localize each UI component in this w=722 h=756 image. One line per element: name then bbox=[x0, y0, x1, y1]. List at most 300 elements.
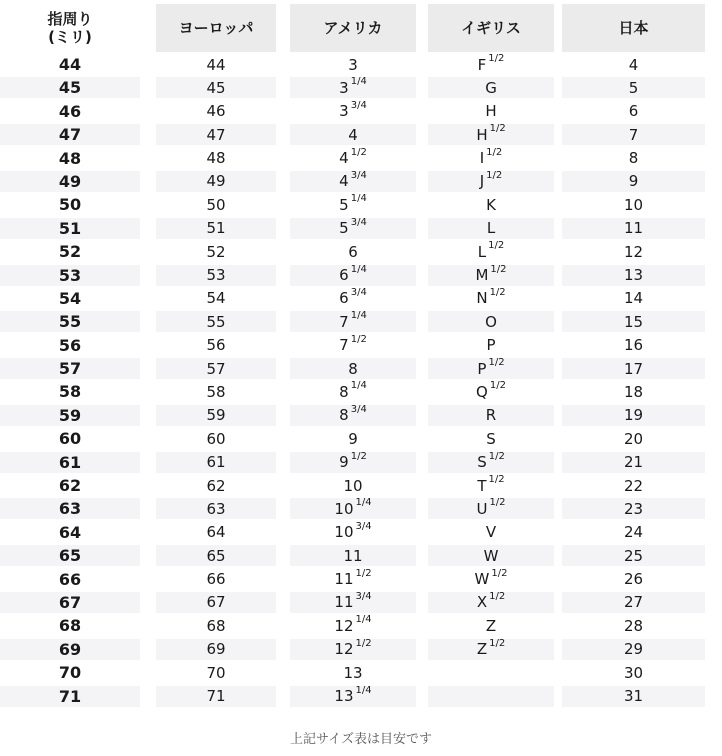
cell-america-value: 9 bbox=[339, 453, 349, 472]
table-row bbox=[0, 311, 722, 334]
cell-america bbox=[290, 265, 416, 286]
cell-uk-fraction: 1/2 bbox=[488, 357, 505, 369]
cell-uk-value: F bbox=[477, 55, 487, 74]
cell-america bbox=[290, 452, 416, 473]
cell-japan bbox=[562, 522, 705, 543]
table-row bbox=[0, 615, 722, 638]
header-america: アメリカ bbox=[290, 4, 416, 52]
cell-mm-value: 67 bbox=[58, 592, 82, 612]
cell-america-fraction: 3/4 bbox=[355, 590, 372, 602]
cell-mm-value: 48 bbox=[58, 148, 82, 168]
cell-mm bbox=[0, 592, 140, 613]
table-row bbox=[0, 54, 722, 77]
cell-uk-fraction: 1/2 bbox=[489, 637, 506, 649]
cell-uk-value: G bbox=[485, 78, 497, 97]
cell-japan bbox=[562, 124, 705, 145]
cell-japan-value: 28 bbox=[623, 616, 644, 635]
cell-america-value: 3 bbox=[339, 102, 349, 121]
cell-europe-value: 59 bbox=[206, 406, 226, 425]
cell-america-fraction: 1/4 bbox=[355, 684, 372, 696]
cell-japan-value: 30 bbox=[623, 663, 644, 682]
cell-japan bbox=[562, 54, 705, 75]
cell-uk-value: L bbox=[477, 242, 487, 261]
cell-mm-value: 70 bbox=[58, 663, 82, 683]
table-row bbox=[0, 241, 722, 264]
cell-mm-value: 49 bbox=[58, 171, 82, 191]
cell-uk-value: V bbox=[485, 523, 497, 542]
cell-america-fraction: 1/4 bbox=[355, 614, 372, 626]
table-row bbox=[0, 124, 722, 147]
cell-america-fraction: 3/4 bbox=[350, 286, 367, 298]
cell-japan-value: 13 bbox=[623, 266, 644, 285]
cell-america bbox=[290, 218, 416, 239]
cell-mm-value: 46 bbox=[58, 101, 82, 121]
cell-mm-value: 47 bbox=[58, 125, 82, 145]
table-row bbox=[0, 265, 722, 288]
cell-japan bbox=[562, 265, 705, 286]
table-row bbox=[0, 452, 722, 475]
cell-japan bbox=[562, 171, 705, 192]
cell-japan bbox=[562, 686, 705, 707]
cell-mm bbox=[0, 288, 140, 309]
cell-europe bbox=[156, 241, 276, 262]
cell-japan-value: 21 bbox=[623, 453, 644, 472]
cell-europe-value: 70 bbox=[206, 663, 226, 682]
cell-america-value: 4 bbox=[339, 149, 349, 168]
cell-europe-value: 49 bbox=[206, 172, 226, 191]
cell-uk bbox=[428, 265, 554, 286]
cell-america-value: 6 bbox=[348, 242, 358, 261]
cell-uk-value: K bbox=[486, 195, 496, 214]
cell-japan-value: 5 bbox=[628, 78, 639, 97]
cell-america-value: 11 bbox=[343, 546, 363, 565]
cell-uk-value: O bbox=[485, 312, 497, 331]
cell-europe bbox=[156, 124, 276, 145]
cell-mm bbox=[0, 194, 140, 215]
cell-japan bbox=[562, 662, 705, 683]
cell-mm bbox=[0, 381, 140, 402]
cell-europe-value: 60 bbox=[206, 429, 226, 448]
cell-europe bbox=[156, 686, 276, 707]
cell-europe bbox=[156, 265, 276, 286]
cell-america bbox=[290, 101, 416, 122]
cell-uk bbox=[428, 569, 554, 590]
cell-uk-value: H bbox=[485, 102, 497, 121]
cell-japan bbox=[562, 194, 705, 215]
cell-uk bbox=[428, 54, 554, 75]
cell-uk bbox=[428, 171, 554, 192]
cell-uk bbox=[428, 218, 554, 239]
cell-japan-value: 22 bbox=[623, 476, 644, 495]
cell-europe bbox=[156, 639, 276, 660]
cell-america bbox=[290, 148, 416, 169]
cell-japan bbox=[562, 498, 705, 519]
cell-europe-value: 48 bbox=[206, 149, 226, 168]
cell-japan bbox=[562, 101, 705, 122]
cell-japan-value: 24 bbox=[623, 523, 644, 542]
table-row bbox=[0, 475, 722, 498]
cell-europe-value: 69 bbox=[206, 640, 226, 659]
cell-uk bbox=[428, 452, 554, 473]
cell-america bbox=[290, 194, 416, 215]
cell-europe bbox=[156, 218, 276, 239]
cell-america-value: 8 bbox=[339, 382, 349, 401]
cell-america bbox=[290, 358, 416, 379]
cell-europe-value: 47 bbox=[206, 125, 226, 144]
table-row bbox=[0, 381, 722, 404]
cell-mm-value: 62 bbox=[58, 476, 82, 496]
cell-europe-value: 67 bbox=[206, 593, 226, 612]
cell-america-value: 6 bbox=[339, 266, 349, 285]
cell-mm-value: 56 bbox=[58, 335, 82, 355]
cell-mm bbox=[0, 171, 140, 192]
cell-japan-value: 25 bbox=[623, 546, 644, 565]
cell-uk bbox=[428, 662, 554, 683]
cell-uk-fraction: 1/2 bbox=[489, 590, 506, 602]
cell-america bbox=[290, 569, 416, 590]
cell-mm-value: 54 bbox=[58, 288, 82, 308]
cell-uk-fraction: 1/2 bbox=[490, 263, 507, 275]
cell-america-value: 12 bbox=[334, 616, 354, 635]
cell-mm-value: 65 bbox=[58, 546, 82, 566]
cell-uk-value: J bbox=[479, 172, 485, 191]
cell-uk bbox=[428, 405, 554, 426]
cell-america-value: 5 bbox=[339, 219, 349, 238]
cell-uk-value: N bbox=[476, 289, 488, 308]
table-row bbox=[0, 569, 722, 592]
cell-europe-value: 55 bbox=[206, 312, 226, 331]
cell-europe-value: 52 bbox=[206, 242, 226, 261]
cell-mm-value: 58 bbox=[58, 382, 82, 402]
cell-europe bbox=[156, 405, 276, 426]
cell-europe bbox=[156, 381, 276, 402]
cell-mm bbox=[0, 522, 140, 543]
cell-uk bbox=[428, 241, 554, 262]
cell-mm bbox=[0, 218, 140, 239]
cell-mm-value: 66 bbox=[58, 569, 82, 589]
cell-japan-value: 7 bbox=[628, 125, 639, 144]
cell-uk bbox=[428, 381, 554, 402]
cell-uk bbox=[428, 498, 554, 519]
cell-america bbox=[290, 545, 416, 566]
cell-europe bbox=[156, 615, 276, 636]
cell-mm bbox=[0, 475, 140, 496]
cell-uk-value: R bbox=[485, 406, 497, 425]
cell-japan bbox=[562, 475, 705, 496]
cell-uk-value: I bbox=[479, 149, 485, 168]
cell-europe bbox=[156, 54, 276, 75]
cell-mm-value: 64 bbox=[58, 522, 82, 542]
cell-japan-value: 29 bbox=[623, 640, 644, 659]
cell-japan-value: 18 bbox=[623, 382, 644, 401]
cell-america-value: 3 bbox=[348, 55, 358, 74]
cell-europe-value: 46 bbox=[206, 102, 226, 121]
cell-mm bbox=[0, 498, 140, 519]
cell-japan bbox=[562, 452, 705, 473]
cell-europe-value: 44 bbox=[206, 55, 226, 74]
cell-europe-value: 56 bbox=[206, 336, 226, 355]
cell-mm-value: 59 bbox=[58, 405, 82, 425]
cell-europe bbox=[156, 662, 276, 683]
cell-europe bbox=[156, 288, 276, 309]
cell-america-fraction: 3/4 bbox=[350, 216, 367, 228]
cell-europe-value: 53 bbox=[206, 266, 226, 285]
cell-europe-value: 61 bbox=[206, 453, 226, 472]
table-row bbox=[0, 218, 722, 241]
cell-japan-value: 19 bbox=[623, 406, 644, 425]
cell-mm bbox=[0, 311, 140, 332]
cell-japan-value: 17 bbox=[623, 359, 644, 378]
cell-europe-value: 58 bbox=[206, 382, 226, 401]
cell-europe bbox=[156, 522, 276, 543]
cell-uk bbox=[428, 148, 554, 169]
header-uk: イギリス bbox=[428, 4, 554, 52]
cell-japan-value: 20 bbox=[623, 429, 644, 448]
cell-uk-fraction: 1/2 bbox=[488, 474, 505, 486]
cell-mm-value: 61 bbox=[58, 452, 82, 472]
cell-japan-value: 23 bbox=[623, 499, 644, 518]
cell-america bbox=[290, 405, 416, 426]
cell-europe bbox=[156, 452, 276, 473]
cell-america bbox=[290, 124, 416, 145]
table-row bbox=[0, 498, 722, 521]
cell-uk-fraction: 1/2 bbox=[486, 169, 503, 181]
cell-mm bbox=[0, 428, 140, 449]
cell-uk-value: T bbox=[477, 476, 487, 495]
cell-uk-fraction: 1/2 bbox=[489, 286, 506, 298]
cell-uk-value: Q bbox=[476, 382, 488, 401]
cell-america bbox=[290, 288, 416, 309]
table-row bbox=[0, 194, 722, 217]
cell-japan bbox=[562, 592, 705, 613]
table-row bbox=[0, 686, 722, 709]
cell-mm bbox=[0, 101, 140, 122]
cell-mm bbox=[0, 241, 140, 262]
cell-europe-value: 51 bbox=[206, 219, 226, 238]
cell-mm-value: 63 bbox=[58, 499, 82, 519]
cell-uk bbox=[428, 124, 554, 145]
cell-uk-fraction: 1/2 bbox=[489, 497, 506, 509]
cell-japan bbox=[562, 335, 705, 356]
cell-mm bbox=[0, 615, 140, 636]
cell-uk bbox=[428, 475, 554, 496]
cell-uk bbox=[428, 686, 554, 707]
table-header bbox=[0, 4, 722, 52]
cell-america-fraction: 3/4 bbox=[355, 520, 372, 532]
cell-mm bbox=[0, 452, 140, 473]
cell-europe bbox=[156, 148, 276, 169]
cell-america bbox=[290, 54, 416, 75]
cell-america-fraction: 1/2 bbox=[350, 333, 367, 345]
cell-mm-value: 51 bbox=[58, 218, 82, 238]
cell-america-value: 13 bbox=[334, 687, 354, 706]
cell-america-value: 10 bbox=[334, 499, 354, 518]
cell-japan bbox=[562, 545, 705, 566]
cell-europe bbox=[156, 101, 276, 122]
cell-europe-value: 65 bbox=[206, 546, 226, 565]
cell-japan-value: 14 bbox=[623, 289, 644, 308]
cell-japan bbox=[562, 148, 705, 169]
cell-america-value: 9 bbox=[348, 429, 358, 448]
cell-uk bbox=[428, 428, 554, 449]
cell-japan bbox=[562, 405, 705, 426]
cell-mm-value: 45 bbox=[58, 78, 82, 98]
cell-uk-fraction: 1/2 bbox=[491, 567, 508, 579]
table-row bbox=[0, 428, 722, 451]
cell-europe-value: 64 bbox=[206, 523, 226, 542]
cell-america-value: 7 bbox=[339, 312, 349, 331]
cell-mm-value: 68 bbox=[58, 616, 82, 636]
cell-mm bbox=[0, 405, 140, 426]
cell-mm-value: 57 bbox=[58, 359, 82, 379]
cell-uk bbox=[428, 639, 554, 660]
cell-uk-value: L bbox=[486, 219, 496, 238]
cell-america-value: 8 bbox=[348, 359, 358, 378]
cell-america-fraction: 1/2 bbox=[350, 146, 367, 158]
cell-japan bbox=[562, 77, 705, 98]
cell-america-value: 4 bbox=[339, 172, 349, 191]
cell-uk-value: P bbox=[486, 336, 496, 355]
table-row bbox=[0, 288, 722, 311]
cell-mm bbox=[0, 148, 140, 169]
cell-america bbox=[290, 522, 416, 543]
cell-uk-fraction: 1/2 bbox=[486, 146, 503, 158]
cell-mm-value: 55 bbox=[58, 312, 82, 332]
cell-japan bbox=[562, 288, 705, 309]
cell-europe-value: 50 bbox=[206, 195, 226, 214]
cell-mm-value: 44 bbox=[58, 55, 82, 74]
cell-japan bbox=[562, 639, 705, 660]
cell-europe bbox=[156, 171, 276, 192]
cell-mm bbox=[0, 265, 140, 286]
cell-uk-fraction: 1/2 bbox=[489, 123, 506, 135]
cell-uk bbox=[428, 522, 554, 543]
cell-america-fraction: 1/4 bbox=[350, 76, 367, 88]
cell-europe bbox=[156, 545, 276, 566]
cell-uk-fraction: 1/2 bbox=[489, 380, 506, 392]
table-row bbox=[0, 545, 722, 568]
cell-america-value: 11 bbox=[334, 593, 354, 612]
cell-uk bbox=[428, 335, 554, 356]
cell-mm bbox=[0, 639, 140, 660]
footnote: 上記サイズ表は目安です bbox=[290, 732, 432, 747]
cell-europe bbox=[156, 428, 276, 449]
cell-mm bbox=[0, 358, 140, 379]
cell-uk bbox=[428, 101, 554, 122]
cell-mm bbox=[0, 545, 140, 566]
cell-uk-value: S bbox=[486, 429, 496, 448]
cell-europe-value: 62 bbox=[206, 476, 226, 495]
cell-europe-value: 68 bbox=[206, 616, 226, 635]
cell-mm bbox=[0, 77, 140, 98]
cell-europe bbox=[156, 194, 276, 215]
cell-america bbox=[290, 77, 416, 98]
cell-america bbox=[290, 475, 416, 496]
cell-uk-value: M bbox=[475, 266, 489, 285]
cell-europe bbox=[156, 77, 276, 98]
cell-uk bbox=[428, 592, 554, 613]
cell-europe-value: 66 bbox=[206, 570, 226, 589]
table-row bbox=[0, 171, 722, 194]
cell-america bbox=[290, 241, 416, 262]
cell-japan-value: 8 bbox=[628, 149, 639, 168]
cell-america-value: 13 bbox=[343, 663, 363, 682]
cell-uk-value: H bbox=[476, 125, 488, 144]
cell-mm-value: 52 bbox=[58, 242, 82, 262]
cell-mm-value: 69 bbox=[58, 639, 82, 659]
cell-japan bbox=[562, 428, 705, 449]
cell-europe-value: 54 bbox=[206, 289, 226, 308]
cell-japan-value: 9 bbox=[628, 172, 639, 191]
cell-mm bbox=[0, 335, 140, 356]
cell-uk bbox=[428, 615, 554, 636]
table-row bbox=[0, 592, 722, 615]
cell-america-fraction: 3/4 bbox=[350, 99, 367, 111]
cell-america-value: 10 bbox=[343, 476, 363, 495]
cell-america-value: 5 bbox=[339, 195, 349, 214]
cell-uk-fraction: 1/2 bbox=[488, 53, 505, 64]
cell-japan-value: 26 bbox=[623, 570, 644, 589]
cell-japan-value: 15 bbox=[623, 312, 644, 331]
cell-europe bbox=[156, 592, 276, 613]
table-row bbox=[0, 639, 722, 662]
cell-europe-value: 45 bbox=[206, 78, 226, 97]
cell-uk-fraction: 1/2 bbox=[488, 450, 505, 462]
cell-uk bbox=[428, 77, 554, 98]
table-row bbox=[0, 662, 722, 685]
cell-mm bbox=[0, 124, 140, 145]
cell-japan-value: 31 bbox=[623, 687, 644, 706]
cell-america-value: 11 bbox=[334, 570, 354, 589]
cell-america bbox=[290, 639, 416, 660]
table-row bbox=[0, 148, 722, 171]
cell-mm-value: 53 bbox=[58, 265, 82, 285]
table-row bbox=[0, 101, 722, 124]
cell-uk-value: W bbox=[483, 546, 499, 565]
cell-uk bbox=[428, 288, 554, 309]
cell-japan-value: 4 bbox=[628, 55, 639, 74]
cell-europe bbox=[156, 311, 276, 332]
table-row bbox=[0, 522, 722, 545]
cell-america-fraction: 1/2 bbox=[350, 450, 367, 462]
table-row bbox=[0, 335, 722, 358]
cell-america-fraction: 1/4 bbox=[355, 497, 372, 509]
cell-mm bbox=[0, 686, 140, 707]
cell-uk bbox=[428, 194, 554, 215]
cell-america bbox=[290, 428, 416, 449]
cell-america-value: 7 bbox=[339, 336, 349, 355]
cell-europe bbox=[156, 475, 276, 496]
cell-japan-value: 11 bbox=[623, 219, 644, 238]
cell-america bbox=[290, 171, 416, 192]
cell-uk bbox=[428, 545, 554, 566]
cell-america-fraction: 3/4 bbox=[350, 169, 367, 181]
cell-japan-value: 6 bbox=[628, 102, 639, 121]
cell-japan bbox=[562, 615, 705, 636]
cell-mm bbox=[0, 662, 140, 683]
cell-europe bbox=[156, 335, 276, 356]
cell-mm-value: 50 bbox=[58, 195, 82, 215]
cell-europe bbox=[156, 498, 276, 519]
cell-america bbox=[290, 498, 416, 519]
cell-america-value: 10 bbox=[334, 523, 354, 542]
cell-america-value: 6 bbox=[339, 289, 349, 308]
cell-uk-fraction: 1/2 bbox=[488, 240, 505, 252]
cell-uk-value: Z bbox=[476, 640, 488, 659]
cell-america bbox=[290, 686, 416, 707]
cell-mm-value: 60 bbox=[58, 429, 82, 449]
cell-america-value: 3 bbox=[339, 78, 349, 97]
